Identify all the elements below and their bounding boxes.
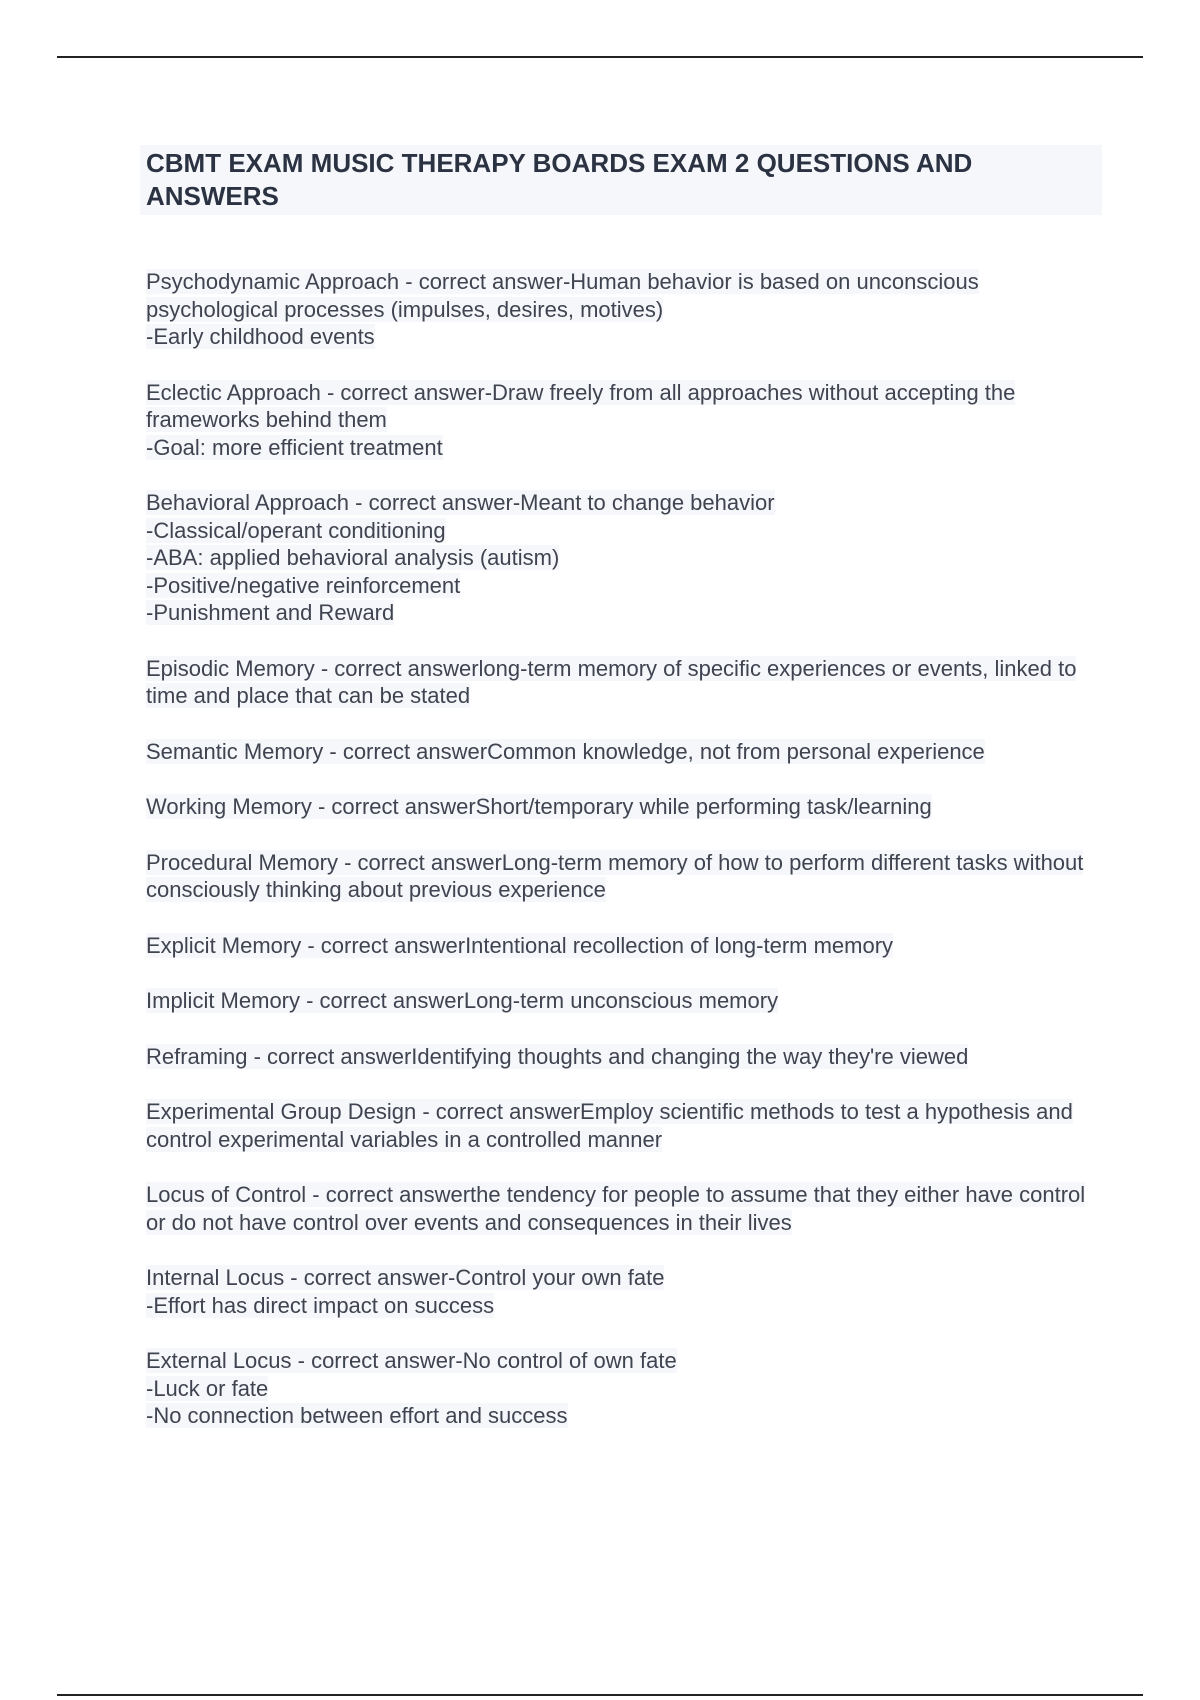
qa-text: Episodic Memory - correct answerlong-term memory of specific experiences or events, linked to time and place that can be stated xyxy=(146,655,1077,708)
qa-item xyxy=(146,655,1086,710)
qa-term-line xyxy=(146,268,1086,323)
qa-term-line xyxy=(146,379,1086,434)
qa-text: -Punishment and Reward xyxy=(146,600,395,625)
qa-term-line xyxy=(146,849,1086,904)
qa-text: Semantic Memory - correct answerCommon knowledge, not from personal experience xyxy=(146,738,985,764)
qa-text: -Early childhood events xyxy=(146,324,375,349)
qa-detail-line xyxy=(146,599,1086,627)
qa-item xyxy=(146,1181,1086,1236)
qa-term-line xyxy=(146,1264,1086,1292)
qa-detail-line xyxy=(146,544,1086,572)
qa-item xyxy=(146,849,1086,904)
qa-term-line xyxy=(146,489,1086,517)
qa-term-line xyxy=(146,1181,1086,1236)
qa-item xyxy=(146,489,1086,627)
qa-list xyxy=(146,268,1086,1458)
qa-detail-line xyxy=(146,572,1086,600)
top-divider xyxy=(57,56,1143,58)
qa-text: Procedural Memory - correct answerLong-term memory of how to perform different tasks without consciously thinking about previous experience xyxy=(146,849,1084,902)
qa-text: -Classical/operant conditioning xyxy=(146,517,446,543)
qa-item xyxy=(146,1098,1086,1153)
qa-detail-line xyxy=(146,1375,1086,1403)
qa-item xyxy=(146,268,1086,351)
qa-text: Implicit Memory - correct answerLong-term unconscious memory xyxy=(146,988,779,1013)
qa-text: Behavioral Approach - correct answer-Meant to change behavior xyxy=(146,490,775,515)
qa-term-line xyxy=(146,738,1086,766)
qa-detail-line xyxy=(146,517,1086,545)
qa-text: -Goal: more efficient treatment xyxy=(146,434,443,460)
qa-item xyxy=(146,1347,1086,1430)
qa-term-line xyxy=(146,1098,1086,1153)
qa-detail-line xyxy=(146,1292,1086,1320)
qa-item xyxy=(146,987,1086,1015)
qa-term-line xyxy=(146,793,1086,821)
qa-term-line xyxy=(146,655,1086,710)
qa-item xyxy=(146,1264,1086,1319)
qa-item xyxy=(146,932,1086,960)
qa-text: Internal Locus - correct answer-Control your own fate xyxy=(146,1265,665,1290)
qa-item xyxy=(146,379,1086,462)
qa-text: Locus of Control - correct answerthe tendency for people to assume that they either have control or do not have control over events and consequences in their lives xyxy=(146,1182,1086,1235)
qa-text: External Locus - correct answer-No control of own fate xyxy=(146,1348,677,1373)
qa-text: -ABA: applied behavioral analysis (autism) xyxy=(146,545,560,570)
qa-text: Experimental Group Design - correct answerEmploy scientific methods to test a hypothesis and control experimental variables in a controlled manner xyxy=(146,1099,1073,1152)
qa-detail-line xyxy=(146,1402,1086,1430)
qa-text: Reframing - correct answerIdentifying thoughts and changing the way they're viewed xyxy=(146,1043,969,1069)
qa-term-line xyxy=(146,1043,1086,1071)
bottom-divider xyxy=(57,1694,1143,1696)
qa-term-line xyxy=(146,932,1086,960)
qa-term-line xyxy=(146,987,1086,1015)
qa-text: -Luck or fate xyxy=(146,1375,269,1401)
qa-item xyxy=(146,738,1086,766)
qa-text: -Positive/negative reinforcement xyxy=(146,572,461,598)
qa-text: -No connection between effort and success xyxy=(146,1403,568,1428)
qa-text: Working Memory - correct answerShort/temporary while performing task/learning xyxy=(146,794,932,819)
qa-text: Psychodynamic Approach - correct answer-Human behavior is based on unconscious psychological processes (impulses, desires, motives) xyxy=(146,269,979,322)
qa-text: Eclectic Approach - correct answer-Draw freely from all approaches without accepting the frameworks behind them xyxy=(146,379,1016,432)
qa-detail-line xyxy=(146,323,1086,351)
qa-text: Explicit Memory - correct answerIntentional recollection of long-term memory xyxy=(146,932,894,958)
document-title: CBMT EXAM MUSIC THERAPY BOARDS EXAM 2 QUESTIONS AND ANSWERS xyxy=(140,145,1102,215)
qa-item xyxy=(146,1043,1086,1071)
qa-term-line xyxy=(146,1347,1086,1375)
qa-item xyxy=(146,793,1086,821)
qa-text: -Effort has direct impact on success xyxy=(146,1292,495,1318)
qa-detail-line xyxy=(146,434,1086,462)
